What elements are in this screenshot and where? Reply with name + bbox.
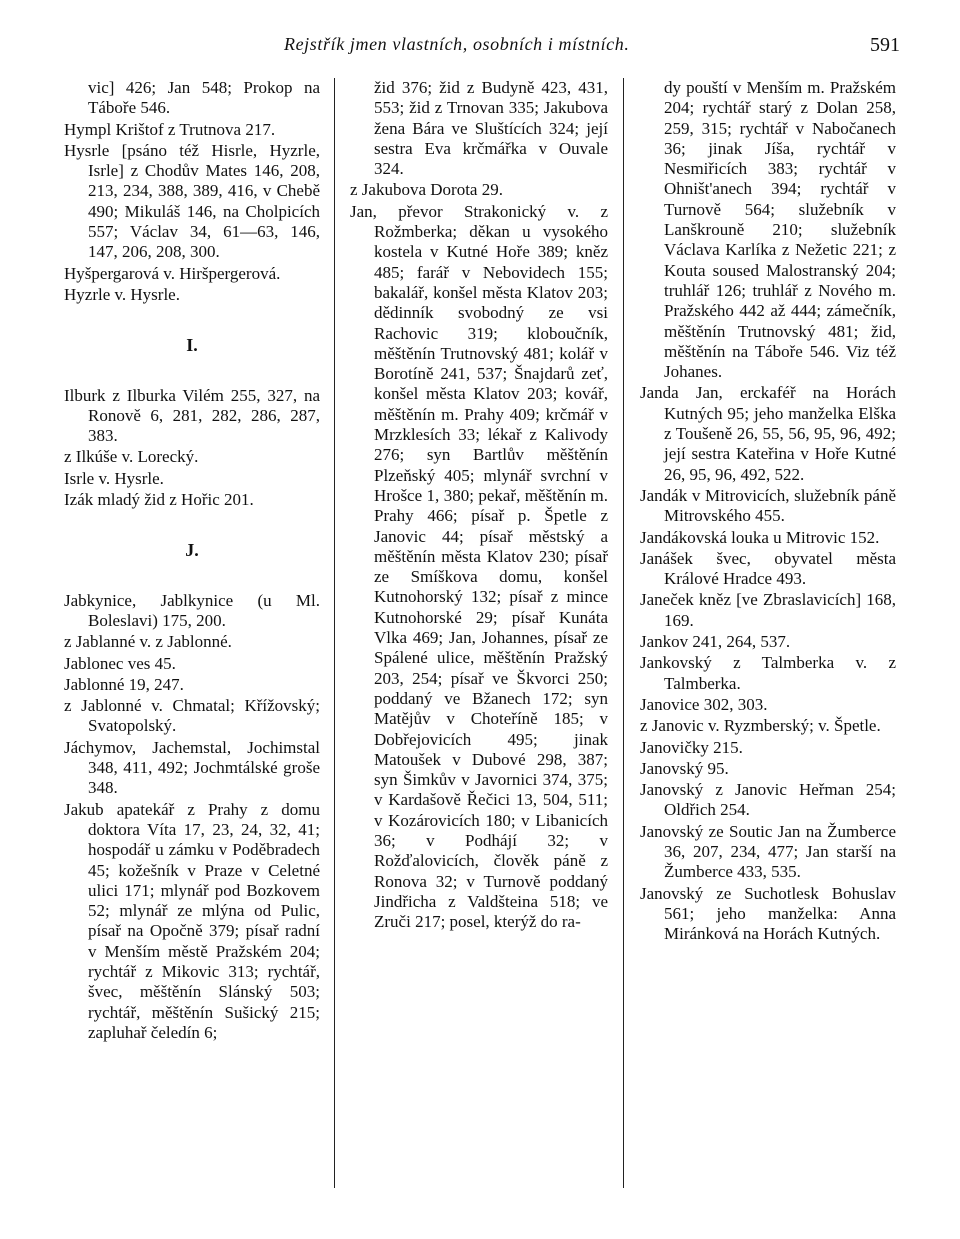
index-column-1: [64, 78, 320, 1044]
index-entry: Jakub apatekář z Prahy z domu doktora Víta 17, 23, 24, 32, 41; hospodář u zámku v Poděbradech 45; kožešník v Praze v Celetné ulici 171; mlynář pod Bozkovem 52; mlynář ze mlýna od Pulic, písař na Opočně 379; písař radní v Menším městě Pražském 204; rychtář z Mikovic 313; rychtář, švec, měštěnín Slánský 503; rychtář, měštěnín Sušický 215; zapluhař čeledín 6;: [64, 799, 320, 1042]
index-entry: Jandákovská louka u Mitrovic 152.: [640, 527, 880, 547]
index-entry: Janovský ze Soutic Jan na Žumberce 36, 207, 234, 477; Jan starší na Žumberce 433, 535.: [640, 821, 896, 882]
index-entry: Hyšpergarová v. Hiršpergerová.: [64, 263, 281, 283]
section-letter-heading: J.: [185, 540, 199, 561]
index-entry: Janovský 95.: [640, 758, 729, 778]
index-entry: Janovičky 215.: [640, 737, 743, 757]
column-divider-left: [334, 78, 335, 1188]
index-entry: Isrle v. Hysrle.: [64, 468, 164, 488]
index-entry-continuation: žid 376; žid z Budyně 423, 431, 553; žid z Trnovan 335; Jakubova žena Bára ve Sluštících 324; její sestra Eva krčmářka v Ouvale 324.: [374, 78, 608, 179]
index-entry: Hysrle [psáno též Hisrle, Hyzrle, Isrle] z Chodův Mates 146, 208, 213, 234, 388, 389, 416, v Chebě 490; Mikuláš 146, na Cholpicích 557; Václav 34, 61—63, 146, 147, 206, 208, 300.: [64, 140, 320, 262]
index-entry: Jankovský z Talmberka v. z Talmberka.: [640, 653, 896, 693]
index-entry: Jabkynice, Jablkynice (u Ml. Boleslavi) 175, 200.: [64, 590, 320, 630]
index-entry: Jáchymov, Jachemstal, Jochimstal 348, 411, 492; Jochmtálské groše 348.: [64, 737, 320, 798]
index-column-2: [350, 78, 608, 933]
index-entry: Hympl Krištof z Trutnova 217.: [64, 119, 276, 139]
index-entry-continuation: vic] 426; Jan 548; Prokop na Táboře 546.: [88, 78, 320, 118]
index-entry: Jandák v Mitrovicích, služebník páně Mitrovského 455.: [640, 485, 896, 526]
index-entry: z Ilkúše v. Lorecký.: [64, 447, 199, 467]
index-entry: Janda Jan, erckaféř na Horách Kutných 95; jeho manželka Elška z Toušeně 26, 55, 56, 95, 96, 492; její sestra Kateřina v Hoře Kutné 26, 95, 96, 492, 522.: [640, 383, 896, 484]
index-entry: Janeček kněz [ve Zbraslavicích] 168, 169.: [640, 590, 896, 630]
index-entry: z Jablonné v. Chmatal; Křížovský; Svatopolský.: [64, 696, 320, 736]
index-entry: Jankov 241, 264, 537.: [640, 632, 791, 652]
index-entry: z Janovic v. Ryzmberský; v. Špetle.: [640, 716, 881, 736]
index-entry: Janovice 302, 303.: [640, 694, 768, 714]
column-divider-right: [623, 78, 624, 1188]
running-title: Rejstřík jmen vlastních, osobních i místních.: [284, 34, 630, 54]
index-entry: Jan, převor Strakonický v. z Rožmberka; děkan u vysokého kostela v Kutné Hoře 389; kněz 485; farář v Nebovidech 155; bakalář, konšel města Klatov 203; dědinník svobodný ze vsi Rachovic 319; kloboučník, měštěnín Trutnovský 481; kolář v Borotíně 241, 537; Šnajdarů zeť, konšel města Klatov 203; kovář, měštěnín m. Prahy 409; krčmář v Mrzklesích 33; lékař z Kalivody 276; syn Bartlův měštěnín Plzeňský 405; mlynář svrchní v Hrošce 1, 380; pekař, měštěnín m. Prahy 466; písař p. Špetle z Janovic 44; písař městský a měštěnín města Klatov 230; písař ze Smíškova domu, konšel Kutnohorský 132; písař z mince Kutnohorské 29; písař Kunáta Vlka 469; Jan, Johannes, písař ze Spálené ulice, měštěnín Pražský 203, 254; písař ve Škvorci 250; poddaný ve Bžanech 172; syn Matějův v Choteříně 185; v Dobřejovicích 495; jinak Matoušek v Dubové 298, 387; syn Šimkův v Javornici 374, 375; v Kardašově Řečici 13, 504, 511; v Kozárovicích 180; v Libanicích 36; v Podhájí 32; v Rožďalovicích, člověk páně z Ronova 32; v Turnově poddaný Jindřicha z Valdšteina 518; ve Zruči 217; posel, kterýž do ra-: [350, 201, 608, 932]
index-entry-continuation: dy pouští v Menším m. Pražském 204; rychtář starý z Dolan 258, 259, 315; rychtář v Nabočanech 36; jinak Jíša, rychtář v Nesmiřicích 383; rychtář v Ohništ'anech 394; rychtář v Turnově 564; služebník v Lanškrouně 210; služebník Václava Karlíka z Nežetic 221; z Kouta soused Malostranský 204; truhlář 126; truhlář z Nového m. Pražského 442 až 444; zámečník, měštěnín Trutnovský 481; žid, měštěnín na Táboře 546. Viz též Johanes.: [664, 78, 896, 382]
index-entry: Izák mladý žid z Hořic 201.: [64, 490, 254, 510]
index-entry: Ilburk z Ilburka Vilém 255, 327, na Ronově 6, 281, 282, 286, 287, 383.: [64, 385, 320, 446]
index-entry: Hyzrle v. Hysrle.: [64, 284, 180, 304]
index-entry: Jablonec ves 45.: [64, 653, 176, 673]
index-entry: Janovský z Janovic Heřman 254; Oldřich 254.: [640, 780, 896, 820]
page-number: 591: [870, 34, 900, 56]
page-header: [0, 34, 960, 60]
index-entry: z Jakubova Dorota 29.: [350, 180, 503, 200]
index-entry: Janášek švec, obyvatel města Králové Hradce 493.: [640, 548, 896, 589]
index-entry: z Jablanné v. z Jablonné.: [64, 632, 232, 652]
index-column-3: [640, 78, 896, 945]
index-entry: Jablonné 19, 247.: [64, 674, 184, 694]
section-letter-heading: I.: [186, 335, 198, 356]
index-entry: Janovský ze Suchotlesk Bohuslav 561; jeho manželka: Anna Miránková na Horách Kutných.: [640, 883, 896, 944]
